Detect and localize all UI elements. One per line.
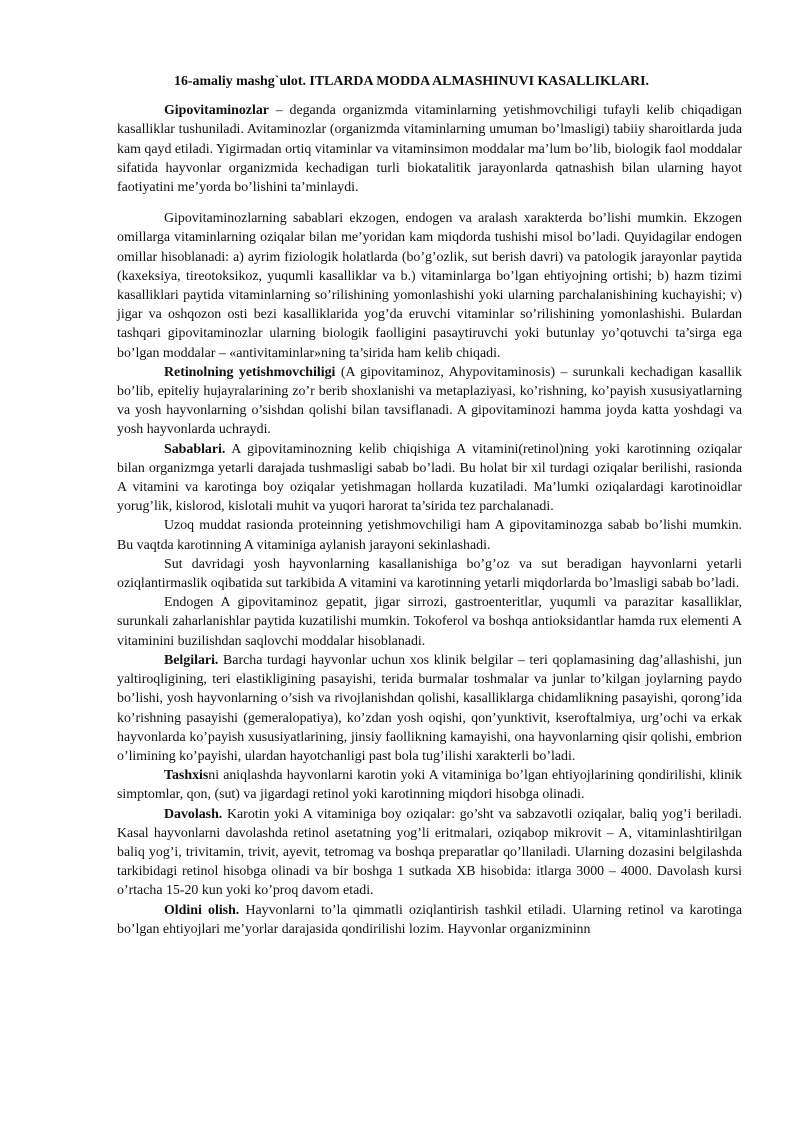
paragraph-sut-davri	[117, 555, 742, 593]
page-title: 16-amaliy mashg`ulot. ITLARDA MODDA ALMASHINUVI KASALLIKLARI.	[174, 74, 650, 89]
paragraph-text: Uzoq muddat rasionda proteinning yetishmovchiligi ham A gipovitaminozga sabab bo’lishi mumkin. Bu vaqtda karotinning A vitaminiga aylanish jarayoni sekinlashadi.	[117, 518, 742, 553]
document-page	[117, 72, 742, 939]
paragraph-lead: Tashxis	[164, 768, 209, 784]
paragraph-text: Barcha turdagi hayvonlar uchun xos klinik belgilar – teri qoplamasining dag’allashishi, jun yaltiroqligining, teri elastikligining pasayishi, terida burmalar toshmalar va junlar to’kilgan joylarning paydo bo’lishi, yosh hayvonlarning o’sish va rivojlanishdan qolishi, kasalliklarga chidamlikning pasayishi, qorong’ida ko’rishning pasayishi (gemeralopatiya), ko’zdan yosh oqishi, qon’yunktivit, kseroftalmiya, urg’ochi va erkak hayvonlarda ko’payish xususiyatlarining, jinsiy faollikning kamayishi, ona hayvonlarning qisir qolishi, embrion o’limining ko’payishi, ulardan hayotchanligi past bola tug’ilishi xarakterli bo’ladi.	[117, 652, 742, 764]
paragraph-belgilari	[117, 651, 742, 766]
paragraph-tashxis	[117, 766, 742, 804]
paragraph-endogen	[117, 593, 742, 651]
paragraph-davolash	[117, 805, 742, 901]
paragraph-sabablari-general	[117, 209, 742, 363]
paragraph-text: Gipovitaminozlarning sabablari ekzogen, endogen va aralash xarakterda bo’lishi mumkin. Ekzogen omillarga vitaminlarning oziqalar bilan me’yoridan kam miqdorda tushishi misol bo’ladi. Quyidagilar endogen omillar hisoblanadi: a) ayrim fiziologik holatlarda (bo’g’ozlik, sut berish davri) va patologik jarayonlar paytida (kaxeksiya, tireotoksikoz, yuqumli kasalliklar va b.) vitaminlarga bo’lgan ehtiyojning ortishi; b) hazm tizimi kasalliklari paytida vitaminlarning so’rilishining yomonlashishi yoki ularning parchalanishining kuchayishi; v) jigar va oshqozon osti bezi kasalliklarida yog’da eruvchi vitaminlar so’rilishining yomonlashishi. Bulardan tashqari gipovitaminozlar ularning biologik faolligini pasaytiruvchi yoki butunlay yo’qotuvchi ta’sirga ega bo’lgan moddalar – «antivitaminlar»ning ta’sirida ham kelib chiqadi.	[117, 211, 742, 361]
paragraph-gipovitaminozlar	[117, 101, 742, 197]
paragraph-text: ni aniqlashda hayvonlarni karotin yoki A vitaminiga bo’lgan ehtiyojlarining qondirilishi, klinik simptomlar, qon, (sut) va jigardagi retinol yoki karotinning miqdori hisobga olinadi.	[117, 768, 742, 803]
paragraph-retinol	[117, 363, 742, 440]
paragraph-sabablari	[117, 440, 742, 517]
paragraph-lead: Davolash.	[164, 806, 223, 822]
paragraph-protein	[117, 516, 742, 554]
paragraph-lead: Belgilari.	[164, 652, 219, 668]
paragraph-text: A gipovitaminozning kelib chiqishiga A vitamini(retinol)ning yoki karotinning oziqalar bilan organizmga yetarli darajada tushmasligi sabab bo’ladi. Bu holat bir xil turdagi oziqalar berilishi, rasionda A vitamini va karotinga boy oziqalar yetishmagan hollarda kuzatiladi. Ma’lumki oziqalardagi karotinoidlar yorug’lik, kislorod, kislotali muhit va yuqori harorat ta’sirida tez parchalanadi.	[117, 441, 742, 515]
paragraph-text: Sut davridagi yosh hayvonlarning kasallanishiga bo’g’oz va sut beradigan hayvonlarni yetarli oziqlantirmaslik oqibatida sut tarkibida A vitamini va karotinning yetarli miqdorlarda bo’lmasligi sabab bo’ladi.	[117, 556, 742, 592]
paragraph-lead: Gipovitaminozlar	[164, 103, 269, 119]
paragraph-oldini-olish	[117, 901, 742, 939]
paragraph-text: Endogen A gipovitaminoz gepatit, jigar sirrozi, gastroenteritlar, yuqumli va parazitar kasalliklar, surunkali zaharlanishlar paytida kuzatilishi mumkin. Tokoferol va boshqa antioksidantlar hamda rux elementi A vitaminini buzilishdan saqlovchi moddalar hisoblanadi.	[117, 595, 742, 649]
paragraph-text: Karotin yoki A vitaminiga boy oziqalar: go’sht va sabzavotli oziqalar, baliq yog’i beriladi. Kasal hayvonlarni davolashda retinol asetatning yog’li eritmalari, oziqabop mikrovit – A, vitaminlashtirilgan baliq yog’i, trivitamin, trivit, ayevit, tetromag va boshqa preparatlar qo’llaniladi. Ularning dozasini belgilashda tarkibidagi retinol hisobga olinadi va bir boshga 1 sutkada XB hisobida: itlarga 3000 – 4000. Davolash kursi o’rtacha 15-20 kun yoki ko’proq davom etadi.	[117, 806, 742, 899]
paragraph-text: (A gipovitaminoz, Ahypovitaminosis) – surunkali kechadigan kasallik bo’lib, epiteliy hujayralarining zo’r berib shoxlanishi va metaplaziyasi, ko’rishning, ko’payish xususiyatlarning va yosh hayvonlarning o’sishdan qolishi bilan tavsiflanadi. A gipovitaminozi hamma joyda katta yoshdagi va yosh hayvonlarda uchraydi.	[117, 364, 742, 438]
paragraph-lead: Oldini olish.	[164, 902, 240, 918]
paragraph-text: – deganda organizmda vitaminlarning yetishmovchiligi tufayli kelib chiqadigan kasalliklar tushuniladi. Avitaminozlar (organizmda vitaminlarning umuman bo’lmasligi) tabiiy sharoitlarda juda kam qayd etiladi. Yigirmadan ortiq vitaminlar va vitaminsimon moddalar ma’lum bo’lib, biologik faol moddalar sifatida hayvonlar organizmida kechadigan turli biokatalitik jarayonlarda qatnashish bilan ularning hayot faotiyatini me’yorda bo’lishini ta’minlaydi.	[117, 103, 742, 196]
paragraph-lead: Sabablari.	[164, 441, 226, 457]
paragraph-lead: Retinolning yetishmovchiligi	[164, 364, 336, 380]
paragraph-text: Hayvonlarni to’la qimmatli oziqlantirish tashkil etiladi. Ularning retinol va karotinga bo’lgan ehtiyojlari me’yorlar darajasida qondirilishi lozim. Hayvonlar organizmininn	[117, 902, 742, 937]
